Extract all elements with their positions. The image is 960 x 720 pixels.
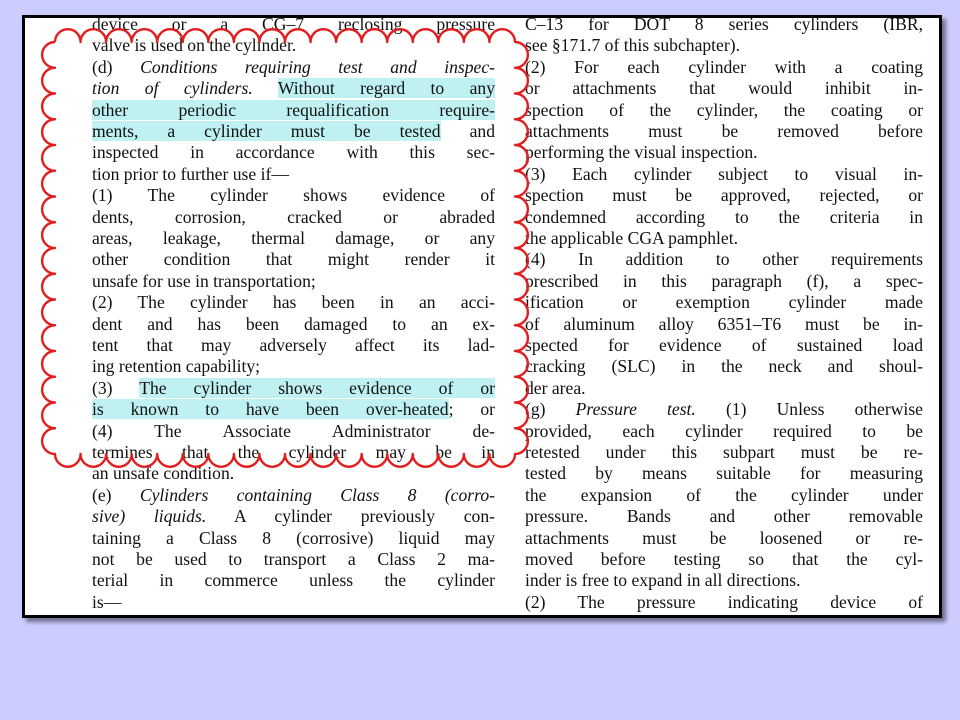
text-run: is— — [92, 591, 122, 612]
text-run: (1) Unless otherwise — [695, 399, 923, 420]
text-run: termines that the cylinder may be in — [92, 442, 495, 462]
text-run: areas, leakage, thermal damage, or any — [92, 228, 495, 248]
text-run: (4) In addition to other requirements — [525, 249, 923, 270]
highlighted-text: is known to have been over-heated — [92, 399, 449, 420]
text-run: (2) The pressure indicating device of — [525, 591, 923, 612]
text-run: (d) — [92, 56, 141, 77]
text-run: spected for evidence of sustained load — [525, 335, 923, 355]
text-run: or attachments that would inhibit in- — [525, 78, 923, 99]
text-run: A cylinder previously con- — [206, 506, 495, 527]
text-run: spection of the cylinder, the coating or — [525, 99, 923, 120]
text-run: of aluminum alloy 6351–T6 must be in- — [525, 313, 923, 334]
text-run: taining a Class 8 (corrosive) liquid may — [92, 527, 495, 548]
text-run: the applicable CGA pamphlet. — [525, 228, 739, 248]
text-run: (e) — [92, 484, 140, 505]
text-run: spection must be approved, rejected, or — [525, 185, 923, 206]
highlighted-text: Without regard to any — [277, 78, 495, 99]
text-run: tested by means suitable for measuring — [525, 463, 923, 484]
text-run: (1) The cylinder shows evidence of — [92, 185, 495, 206]
text-run: (3) Each cylinder subject to visual in- — [525, 163, 923, 184]
text-run: attachments must be loosened or re- — [525, 527, 923, 548]
text-run: unsafe for use in transportation; — [92, 270, 316, 291]
text-run: other condition that might render it — [92, 249, 495, 270]
text-run: prescribed in this paragraph (f), a spec- — [525, 270, 923, 291]
italic-text: Cylinders containing Class 8 (corro- — [139, 484, 495, 505]
text-run: not be used to transport a Class 2 ma- — [92, 549, 495, 569]
text-run: der area. — [525, 377, 586, 398]
text-run: valve is used on the cylinder. — [92, 35, 297, 56]
text-run: moved before testing so that the cyl- — [525, 549, 923, 569]
text-run: (g) — [525, 399, 576, 420]
text-run: see §171.7 of this subchapter). — [525, 35, 740, 56]
text-run: (3) — [92, 377, 140, 398]
highlighted-text: The cylinder shows evidence of or — [139, 377, 495, 398]
italic-text: tion of cylinders. — [92, 78, 253, 99]
text-run: ; or — [448, 399, 495, 420]
text-run: performing the visual inspection. — [525, 142, 758, 163]
highlighted-text: ments, a cylinder must be tested — [92, 121, 441, 141]
text-run: (2) The cylinder has been in an acci- — [92, 292, 495, 313]
text-run: an unsafe condition. — [92, 463, 235, 484]
text-run: pressure. Bands and other removable — [525, 506, 923, 527]
text-run: attachments must be removed before — [525, 121, 923, 141]
text-run: (4) The Associate Administrator de- — [92, 420, 495, 441]
italic-text: Conditions requiring test and inspec- — [140, 56, 495, 77]
text-run: ing retention capability; — [92, 356, 261, 377]
text-run: tion prior to further use if— — [92, 163, 289, 184]
italic-text: Pressure test. — [575, 399, 696, 420]
text-run: the expansion of the cylinder under — [525, 484, 923, 505]
text-run: cracking (SLC) in the neck and shoul- — [525, 356, 923, 377]
text-run: inspected in accordance with this sec- — [92, 142, 495, 163]
text-run: retested under this subpart must be re- — [525, 442, 923, 462]
text-run: tent that may adversely affect its lad- — [92, 335, 495, 355]
text-run: device or a CG–7 reclosing pressure — [92, 15, 495, 34]
text-run: provided, each cylinder required to be — [525, 420, 923, 441]
text-run: terial in commerce unless the cylinder — [92, 570, 495, 591]
highlighted-text: other periodic requalification require- — [92, 99, 495, 120]
text-run: dent and has been damaged to an ex- — [92, 313, 495, 334]
cloud-annotation — [25, 18, 939, 615]
text-run: inder is free to expand in all directions. — [525, 570, 801, 591]
text-run: condemned according to the criteria in — [525, 206, 923, 227]
text-run: (2) For each cylinder with a coating — [525, 56, 923, 77]
text-run: C–13 for DOT 8 series cylinders (IBR, — [525, 15, 923, 34]
italic-text: sive) liquids. — [92, 506, 207, 527]
document-excerpt — [22, 15, 942, 618]
text-run: ification or exemption cylinder made — [525, 292, 923, 313]
text-run: and — [440, 121, 495, 141]
text-run: dents, corrosion, cracked or abraded — [92, 206, 495, 227]
